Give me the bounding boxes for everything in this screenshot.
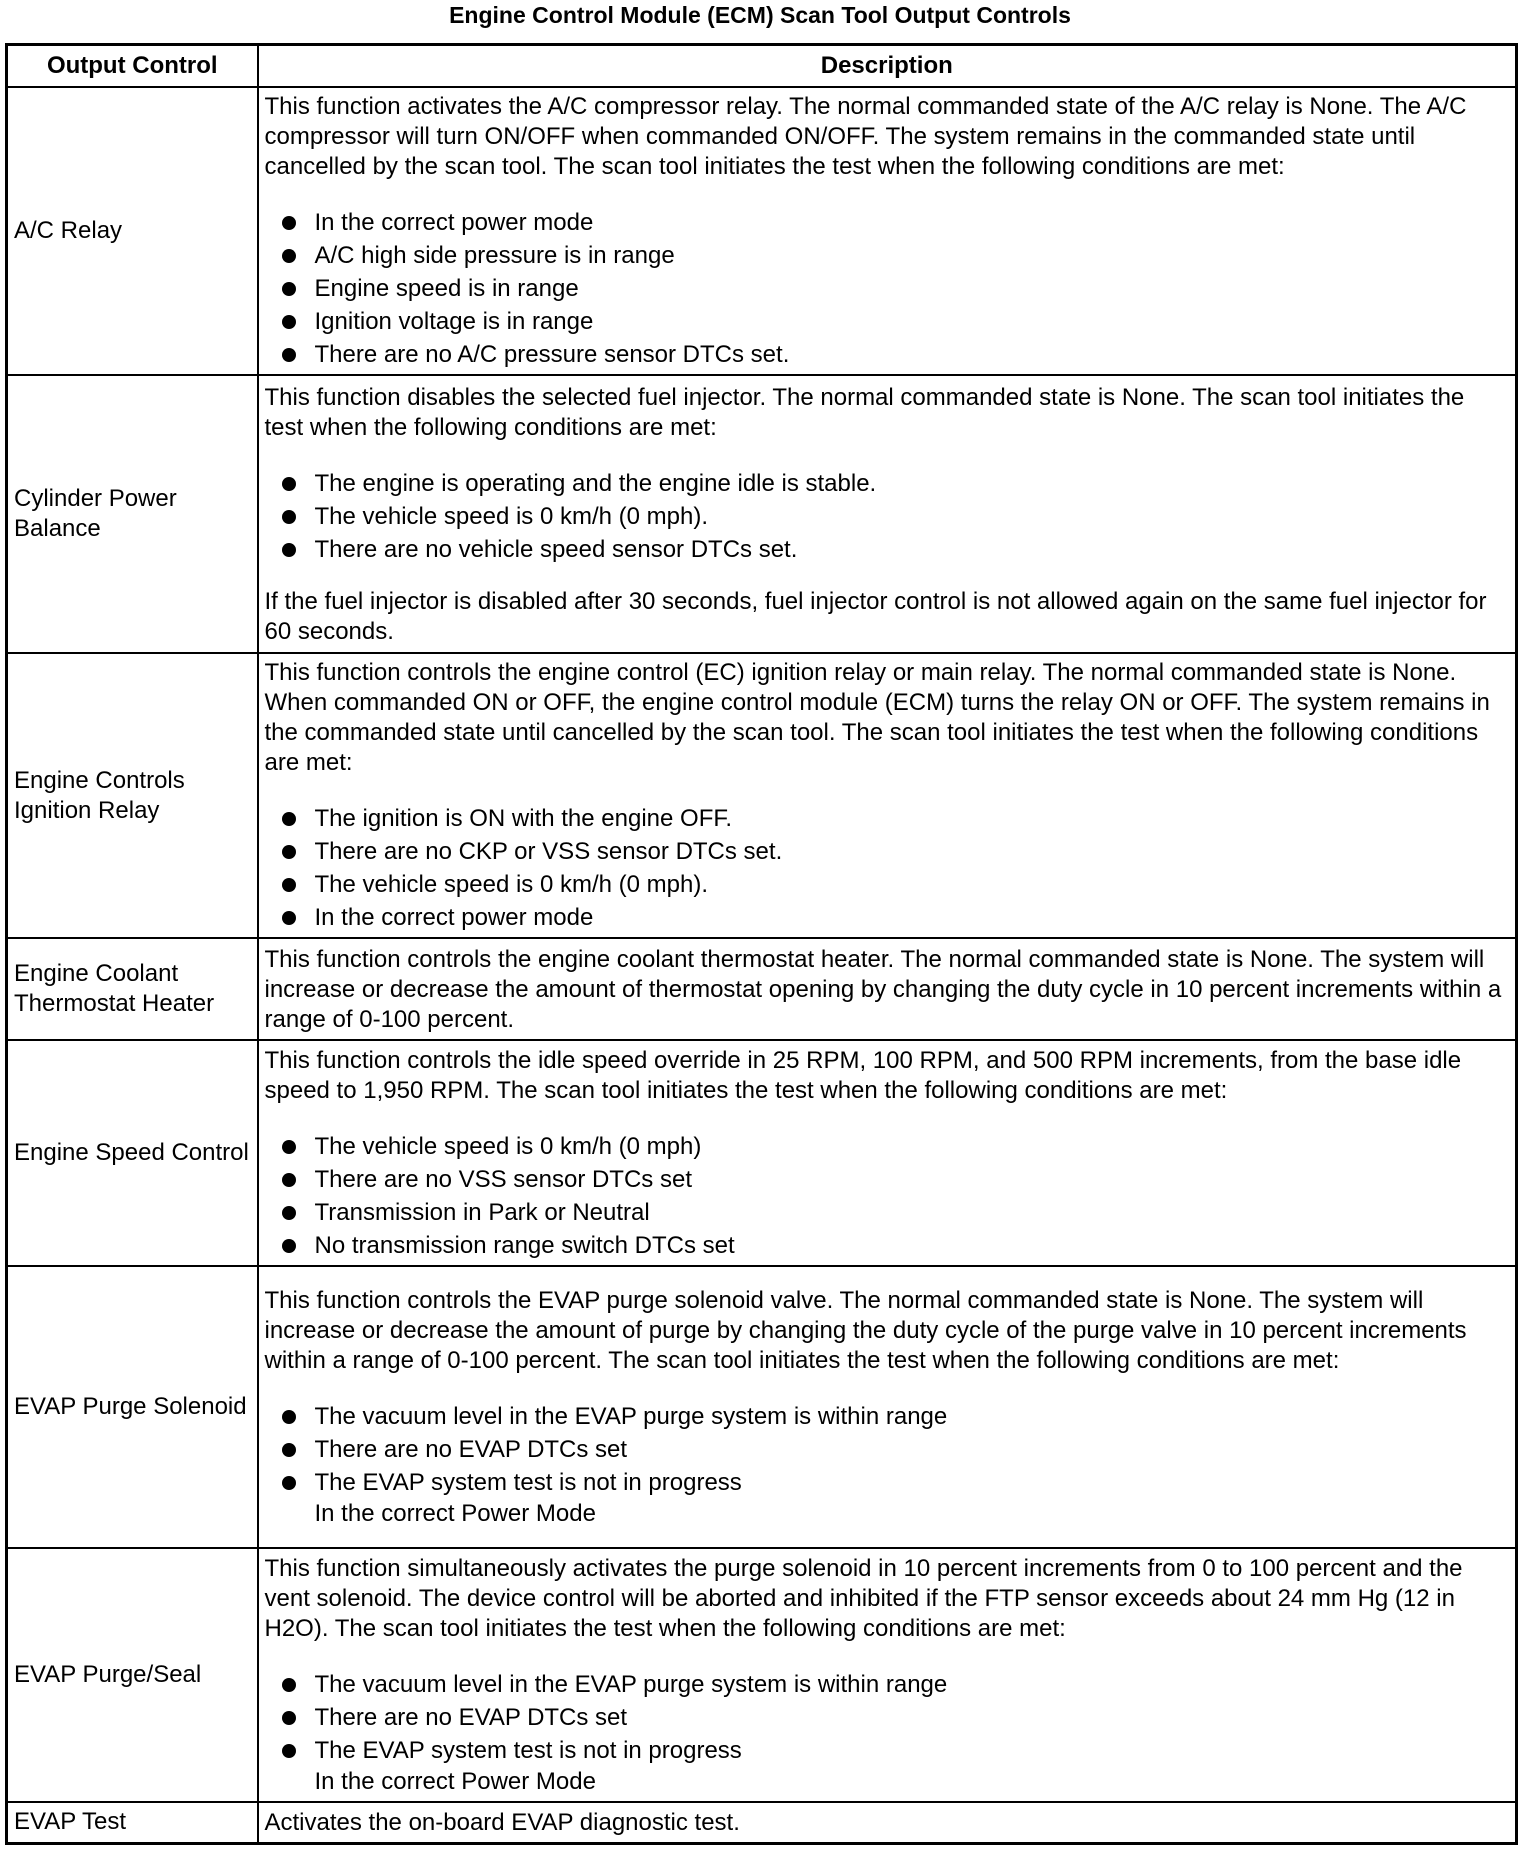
bullet-icon — [282, 249, 296, 263]
output-control-name: Engine Speed Control — [7, 1040, 258, 1266]
column-header-description: Description — [258, 45, 1517, 88]
condition-text: In the correct power mode — [314, 209, 594, 236]
table-row — [7, 1266, 1517, 1548]
list-item — [265, 802, 1510, 835]
output-control-name: EVAP Purge Solenoid — [7, 1266, 258, 1548]
condition-text: Transmission in Park or Neutral — [314, 1198, 650, 1226]
output-control-name: A/C Relay — [7, 87, 258, 375]
bullet-icon — [282, 1443, 296, 1457]
list-item — [265, 868, 1510, 901]
bullet-icon — [282, 1206, 296, 1220]
condition-text: Engine speed is in range — [314, 275, 579, 302]
condition-text: The engine is operating and the engine idle is stable. — [314, 469, 877, 497]
list-item — [265, 533, 1510, 566]
condition-list — [265, 1668, 1510, 1767]
condition-text: The vehicle speed is 0 km/h (0 mph). — [314, 502, 709, 530]
description-cell — [258, 653, 1517, 938]
list-item — [265, 1196, 1510, 1229]
list-item — [265, 835, 1510, 868]
condition-text: There are no vehicle speed sensor DTCs set. — [314, 535, 798, 563]
list-item — [265, 1466, 1510, 1499]
bullet-icon — [282, 1140, 296, 1154]
condition-text: There are no EVAP DTCs set — [314, 1704, 628, 1731]
description-cell — [258, 1266, 1517, 1548]
table-row — [7, 938, 1517, 1040]
bullet-icon — [282, 1239, 296, 1253]
output-controls-table — [5, 43, 1518, 1845]
bullet-icon — [282, 348, 296, 362]
description-text: This function disables the selected fuel injector. The normal commanded state is None. The scan tool initiates the test when the following conditions are met: — [264, 383, 1465, 441]
table-header-row — [7, 45, 1517, 88]
description-cell — [258, 1548, 1517, 1802]
description-cell — [258, 938, 1517, 1040]
bullet-icon — [282, 282, 296, 296]
condition-text: The ignition is ON with the engine OFF. — [314, 805, 733, 832]
description-text: This function controls the EVAP purge solenoid valve. The normal commanded state is None. The system will increase or decrease the amount of purge by changing the duty cycle of the purge valve in 10 percent increments within a range of 0-100 percent. The scan tool initiates the test when the following conditions are met: — [264, 1287, 1467, 1374]
description-cell — [258, 1040, 1517, 1266]
bullet-icon — [282, 1173, 296, 1187]
bullet-icon — [282, 1711, 296, 1725]
list-item — [265, 1229, 1510, 1262]
bullet-icon — [282, 1678, 296, 1692]
description-text: This function simultaneously activates the purge solenoid in 10 percent increments from 0 to 100 percent and the vent solenoid. The device control will be aborted and inhibited if the FTP sensor exceeds about 24 mm Hg (12 in H2O). The scan tool initiates the test when the following conditions are met: — [264, 1555, 1463, 1642]
bullet-icon — [282, 1410, 296, 1424]
list-item — [265, 500, 1510, 533]
condition-list — [265, 467, 1510, 566]
table-row — [7, 1040, 1517, 1266]
description-note: If the fuel injector is disabled after 30 seconds, fuel injector control is not allowed again on the same fuel injector for 60 seconds. — [264, 587, 1487, 645]
condition-text: Ignition voltage is in range — [314, 308, 594, 335]
description-cell — [258, 87, 1517, 375]
condition-text: The vehicle speed is 0 km/h (0 mph) — [314, 1132, 702, 1160]
output-control-name: EVAP Purge/Seal — [7, 1548, 258, 1802]
list-item — [265, 338, 1510, 371]
column-header-output-control: Output Control — [7, 45, 258, 88]
bullet-icon — [282, 477, 296, 491]
condition-text: No transmission range switch DTCs set — [314, 1231, 735, 1259]
table-row — [7, 1802, 1517, 1843]
bullet-icon — [282, 543, 296, 557]
condition-text: The vehicle speed is 0 km/h (0 mph). — [314, 871, 709, 898]
condition-text: The EVAP system test is not in progress — [314, 1737, 742, 1764]
condition-text: There are no EVAP DTCs set — [314, 1436, 628, 1463]
condition-continuation: In the correct Power Mode — [314, 1500, 596, 1527]
list-item — [265, 206, 1510, 239]
description-text: This function controls the engine control (EC) ignition relay or main relay. The normal commanded state is None. When commanded ON or OFF, the engine control module (ECM) turns the relay ON or OFF. The system remains in the commanded state until cancelled by the scan tool. The scan tool initiates the test when the following conditions are met: — [264, 659, 1490, 776]
list-item — [265, 901, 1510, 934]
condition-text: There are no A/C pressure sensor DTCs set. — [314, 341, 790, 368]
list-item — [265, 272, 1510, 305]
list-item — [265, 1701, 1510, 1734]
list-item — [265, 1433, 1510, 1466]
condition-text: A/C high side pressure is in range — [314, 242, 675, 269]
list-item — [265, 1163, 1510, 1196]
list-item — [265, 467, 1510, 500]
bullet-icon — [282, 216, 296, 230]
output-control-name: Engine Controls Ignition Relay — [7, 653, 258, 938]
list-item — [265, 239, 1510, 272]
bullet-icon — [282, 845, 296, 859]
table-row — [7, 87, 1517, 375]
condition-text: In the correct power mode — [314, 904, 594, 931]
bullet-icon — [282, 1476, 296, 1490]
bullet-icon — [282, 878, 296, 892]
condition-text: The vacuum level in the EVAP purge system is within range — [314, 1671, 948, 1698]
table-row — [7, 653, 1517, 938]
bullet-icon — [282, 812, 296, 826]
page-title: Engine Control Module (ECM) Scan Tool Output Controls — [449, 2, 1071, 28]
table-row — [7, 375, 1517, 653]
output-control-name: Engine Coolant Thermostat Heater — [7, 938, 258, 1040]
condition-text: There are no CKP or VSS sensor DTCs set. — [314, 838, 783, 865]
list-item — [265, 1400, 1510, 1433]
condition-text: There are no VSS sensor DTCs set — [314, 1165, 692, 1193]
description-text: Activates the on-board EVAP diagnostic test. — [264, 1808, 740, 1836]
list-item — [265, 1734, 1510, 1767]
condition-text: The EVAP system test is not in progress — [314, 1469, 742, 1496]
description-cell — [258, 375, 1517, 653]
bullet-icon — [282, 315, 296, 329]
output-control-name: EVAP Test — [7, 1802, 258, 1843]
bullet-icon — [282, 510, 296, 524]
condition-continuation: In the correct Power Mode — [314, 1768, 596, 1795]
bullet-icon — [282, 911, 296, 925]
table-row — [7, 1548, 1517, 1802]
description-text: This function activates the A/C compressor relay. The normal commanded state of the A/C relay is None. The A/C compressor will turn ON/OFF when commanded ON/OFF. The system remains in the commanded state until cancelled by the scan tool. The scan tool initiates the test when the following conditions are met: — [264, 93, 1467, 180]
description-cell — [258, 1802, 1517, 1843]
description-text: This function controls the idle speed override in 25 RPM, 100 RPM, and 500 RPM increments, from the base idle speed to 1,950 RPM. The scan tool initiates the test when the following conditions are met: — [264, 1046, 1462, 1104]
condition-list — [265, 802, 1510, 934]
output-control-name: Cylinder Power Balance — [7, 375, 258, 653]
condition-list — [265, 206, 1510, 371]
list-item — [265, 1668, 1510, 1701]
list-item — [265, 305, 1510, 338]
bullet-icon — [282, 1744, 296, 1758]
condition-text: The vacuum level in the EVAP purge system is within range — [314, 1403, 948, 1430]
description-text: This function controls the engine coolant thermostat heater. The normal commanded state is None. The system will increase or decrease the amount of thermostat opening by changing the duty cycle in 10 percent increments within a range of 0-100 percent. — [264, 945, 1502, 1033]
condition-list — [265, 1130, 1510, 1262]
list-item — [265, 1130, 1510, 1163]
condition-list — [265, 1400, 1510, 1499]
